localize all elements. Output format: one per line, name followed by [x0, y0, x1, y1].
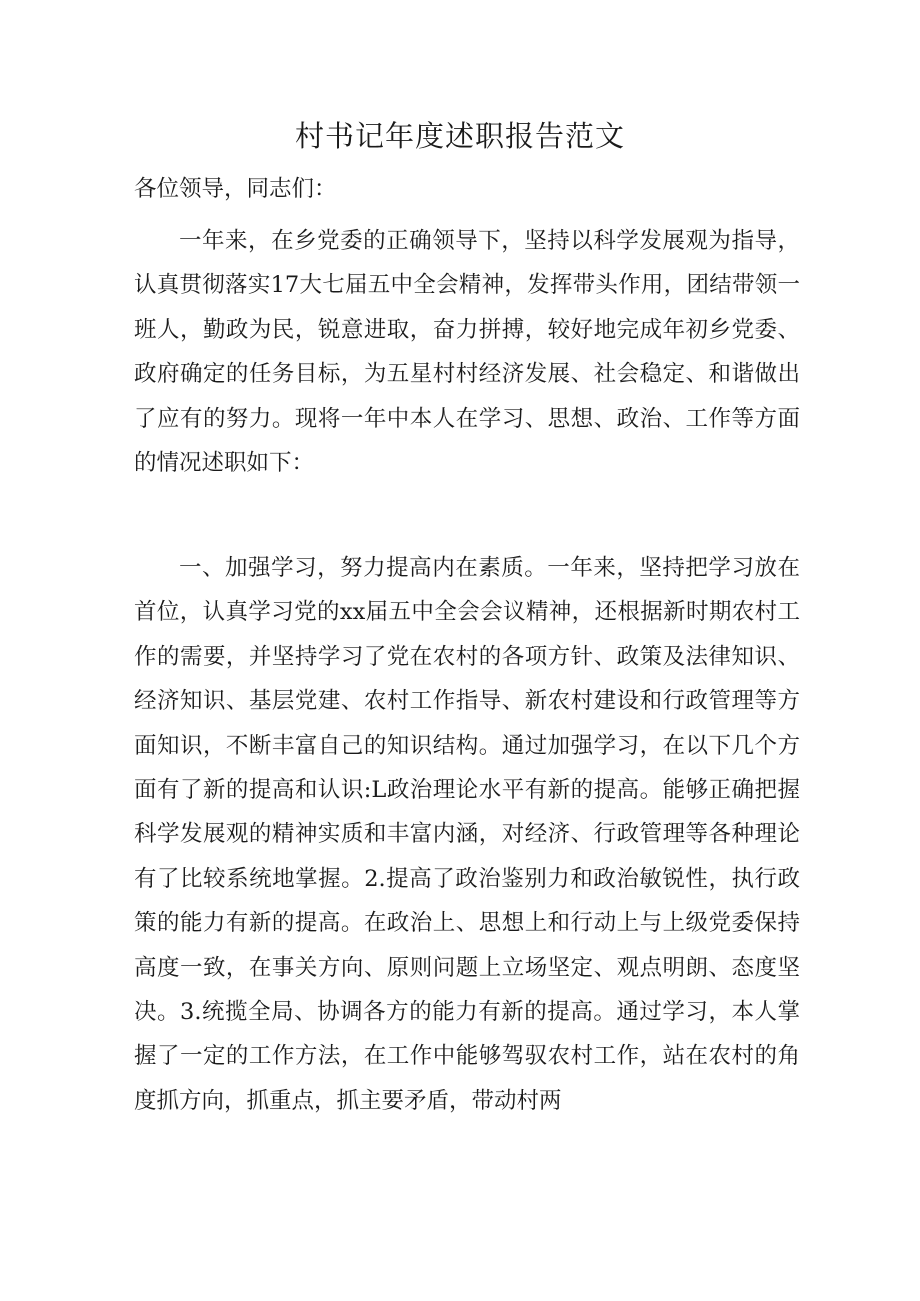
greeting-line: 各位领导，同志们：	[134, 176, 337, 202]
paragraph-intro: 一年来，在乡党委的正确领导下，坚持以科学发展观为指导，认真贯彻落实17大七届五中全会精神，发挥带头作用，团结带领一班人，勤政为民，锐意进取，奋力拼搏，较好地完成年初乡党委、政府确定的任务目标，为五星村村经济发展、社会稳定、和谐做出了应有的努力。现将一年中本人在学习、思想、政治、工作等方面的情况述职如下：	[134, 228, 800, 477]
document-title: 村书记年度述职报告范文	[294, 119, 625, 153]
paragraph-study: 一、加强学习，努力提高内在素质。一年来，坚持把学习放在首位，认真学习党的xx届五中全会会议精神，还根据新时期农村工作的需要，并坚持学习了党在农村的各项方针、政策及法律知识、经济知识、基层党建、农村工作指导、新农村建设和行政管理等方面知识，不断丰富自己的知识结构。通过加强学习，在以下几个方面有了新的提高和认识:L政治理论水平有新的提高。能够正确把握科学发展观的精神实质和丰富内涵，对经济、行政管理等各种理论有了比较系统地掌握。2.提高了政治鉴别力和政治敏锐性，执行政策的能力有新的提高。在政治上、思想上和行动上与上级党委保持高度一致，在事关方向、原则问题上立场坚定、观点明朗、态度坚决。3.统揽全局、协调各方的能力有新的提高。通过学习，本人掌握了一定的工作方法，在工作中能够驾驭农村工作，站在农村的角度抓方向，抓重点，抓主要矛盾，带动村两	[134, 555, 800, 1114]
